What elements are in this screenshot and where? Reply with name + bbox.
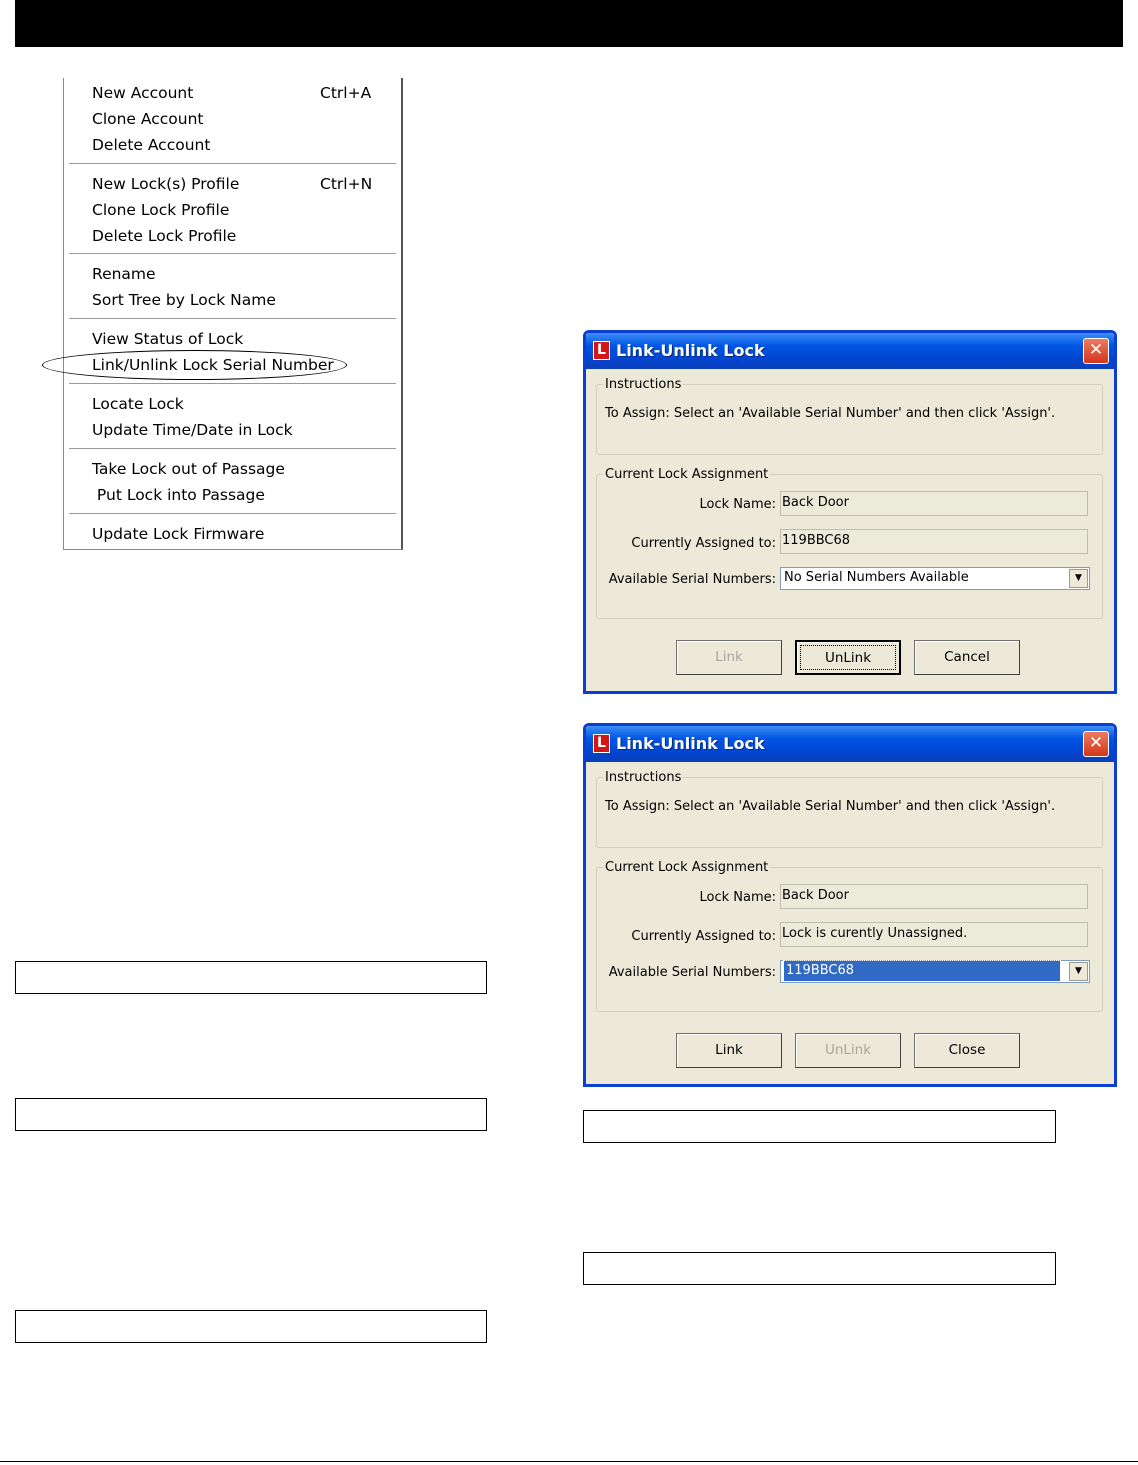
menu-item-link-unlink-serial[interactable]: Link/Unlink Lock Serial Number [92,356,334,374]
link-button[interactable]: Link [676,1033,782,1068]
close-icon[interactable]: ✕ [1083,338,1109,364]
menu-item-locate-lock[interactable]: Locate Lock [92,395,184,413]
highlight-ellipse [42,350,347,380]
menu-item-new-account[interactable]: New Account [92,84,194,102]
link-unlink-dialog-unassigned [583,723,1117,1087]
dialog-title: Link-Unlink Lock [616,734,765,753]
lock-app-icon: L [593,341,610,360]
close-icon[interactable]: ✕ [1083,731,1109,757]
available-serials-value: No Serial Numbers Available [784,570,969,585]
menu-item-delete-account[interactable]: Delete Account [92,136,211,154]
assignment-legend: Current Lock Assignment [605,467,769,482]
menu-separator [69,513,396,515]
menu-item-clone-lock-profile[interactable]: Clone Lock Profile [92,201,230,219]
chevron-down-icon[interactable]: ▼ [1069,962,1088,981]
currently-assigned-field: Lock is curently Unassigned. [780,922,1088,947]
menu-item-update-firmware[interactable]: Update Lock Firmware [92,525,265,543]
menu-item-new-lock-profile[interactable]: New Lock(s) Profile [92,175,240,193]
menu-separator [69,253,396,255]
menu-separator [69,448,396,450]
unlink-button[interactable]: UnLink [795,640,901,675]
unlink-button[interactable]: UnLink [795,1033,901,1068]
menu-item-update-time-date[interactable]: Update Time/Date in Lock [92,421,293,439]
instructions-text: To Assign: Select an 'Available Serial Number' and then click 'Assign'. [605,799,1056,814]
lock-name-label: Lock Name: [699,497,776,512]
dialog-titlebar[interactable] [586,726,1114,762]
caption-box [583,1110,1056,1143]
assignment-legend: Current Lock Assignment [605,860,769,875]
footer-rule [0,1461,1138,1462]
menu-item-put-into-passage[interactable]: Put Lock into Passage [92,486,265,504]
lock-name-field: Back Door [780,884,1088,909]
menu-item-view-status[interactable]: View Status of Lock [92,330,244,348]
menu-item-clone-account[interactable]: Clone Account [92,110,204,128]
chevron-down-icon[interactable]: ▼ [1069,569,1088,588]
menu-item-sort-tree[interactable]: Sort Tree by Lock Name [92,291,276,309]
lock-name-field: Back Door [780,491,1088,516]
instructions-legend: Instructions [605,770,682,785]
currently-assigned-label: Currently Assigned to: [631,536,776,551]
dialog-titlebar[interactable] [586,333,1114,369]
instructions-group [596,377,1103,455]
available-serials-label: Available Serial Numbers: [608,572,776,587]
context-menu [63,78,403,550]
dialog-title: Link-Unlink Lock [616,341,765,360]
instructions-group [596,770,1103,848]
menu-shortcut-new-lock-profile: Ctrl+N [320,175,373,193]
available-serials-select[interactable] [780,567,1090,590]
caption-box [15,1310,487,1343]
available-serials-value: 119BBC68 [784,961,1060,981]
available-serials-select[interactable] [780,960,1090,983]
menu-item-take-out-of-passage[interactable]: Take Lock out of Passage [92,460,285,478]
menu-item-rename[interactable]: Rename [92,265,156,283]
available-serials-label: Available Serial Numbers: [608,965,776,980]
menu-separator [69,383,396,385]
page-header-bar [15,0,1123,47]
close-button[interactable]: Close [914,1033,1020,1068]
cancel-button[interactable]: Cancel [914,640,1020,675]
instructions-legend: Instructions [605,377,682,392]
instructions-text: To Assign: Select an 'Available Serial Number' and then click 'Assign'. [605,406,1056,421]
menu-separator [69,163,396,165]
caption-box [583,1252,1056,1285]
caption-box [15,1098,487,1131]
lock-name-label: Lock Name: [699,890,776,905]
link-button[interactable]: Link [676,640,782,675]
menu-shortcut-new-account: Ctrl+A [320,84,372,102]
lock-app-icon: L [593,734,610,753]
link-unlink-dialog-linked [583,330,1117,694]
currently-assigned-field: 119BBC68 [780,529,1088,554]
menu-item-delete-lock-profile[interactable]: Delete Lock Profile [92,227,237,245]
caption-box [15,961,487,994]
menu-separator [69,318,396,320]
currently-assigned-label: Currently Assigned to: [631,929,776,944]
